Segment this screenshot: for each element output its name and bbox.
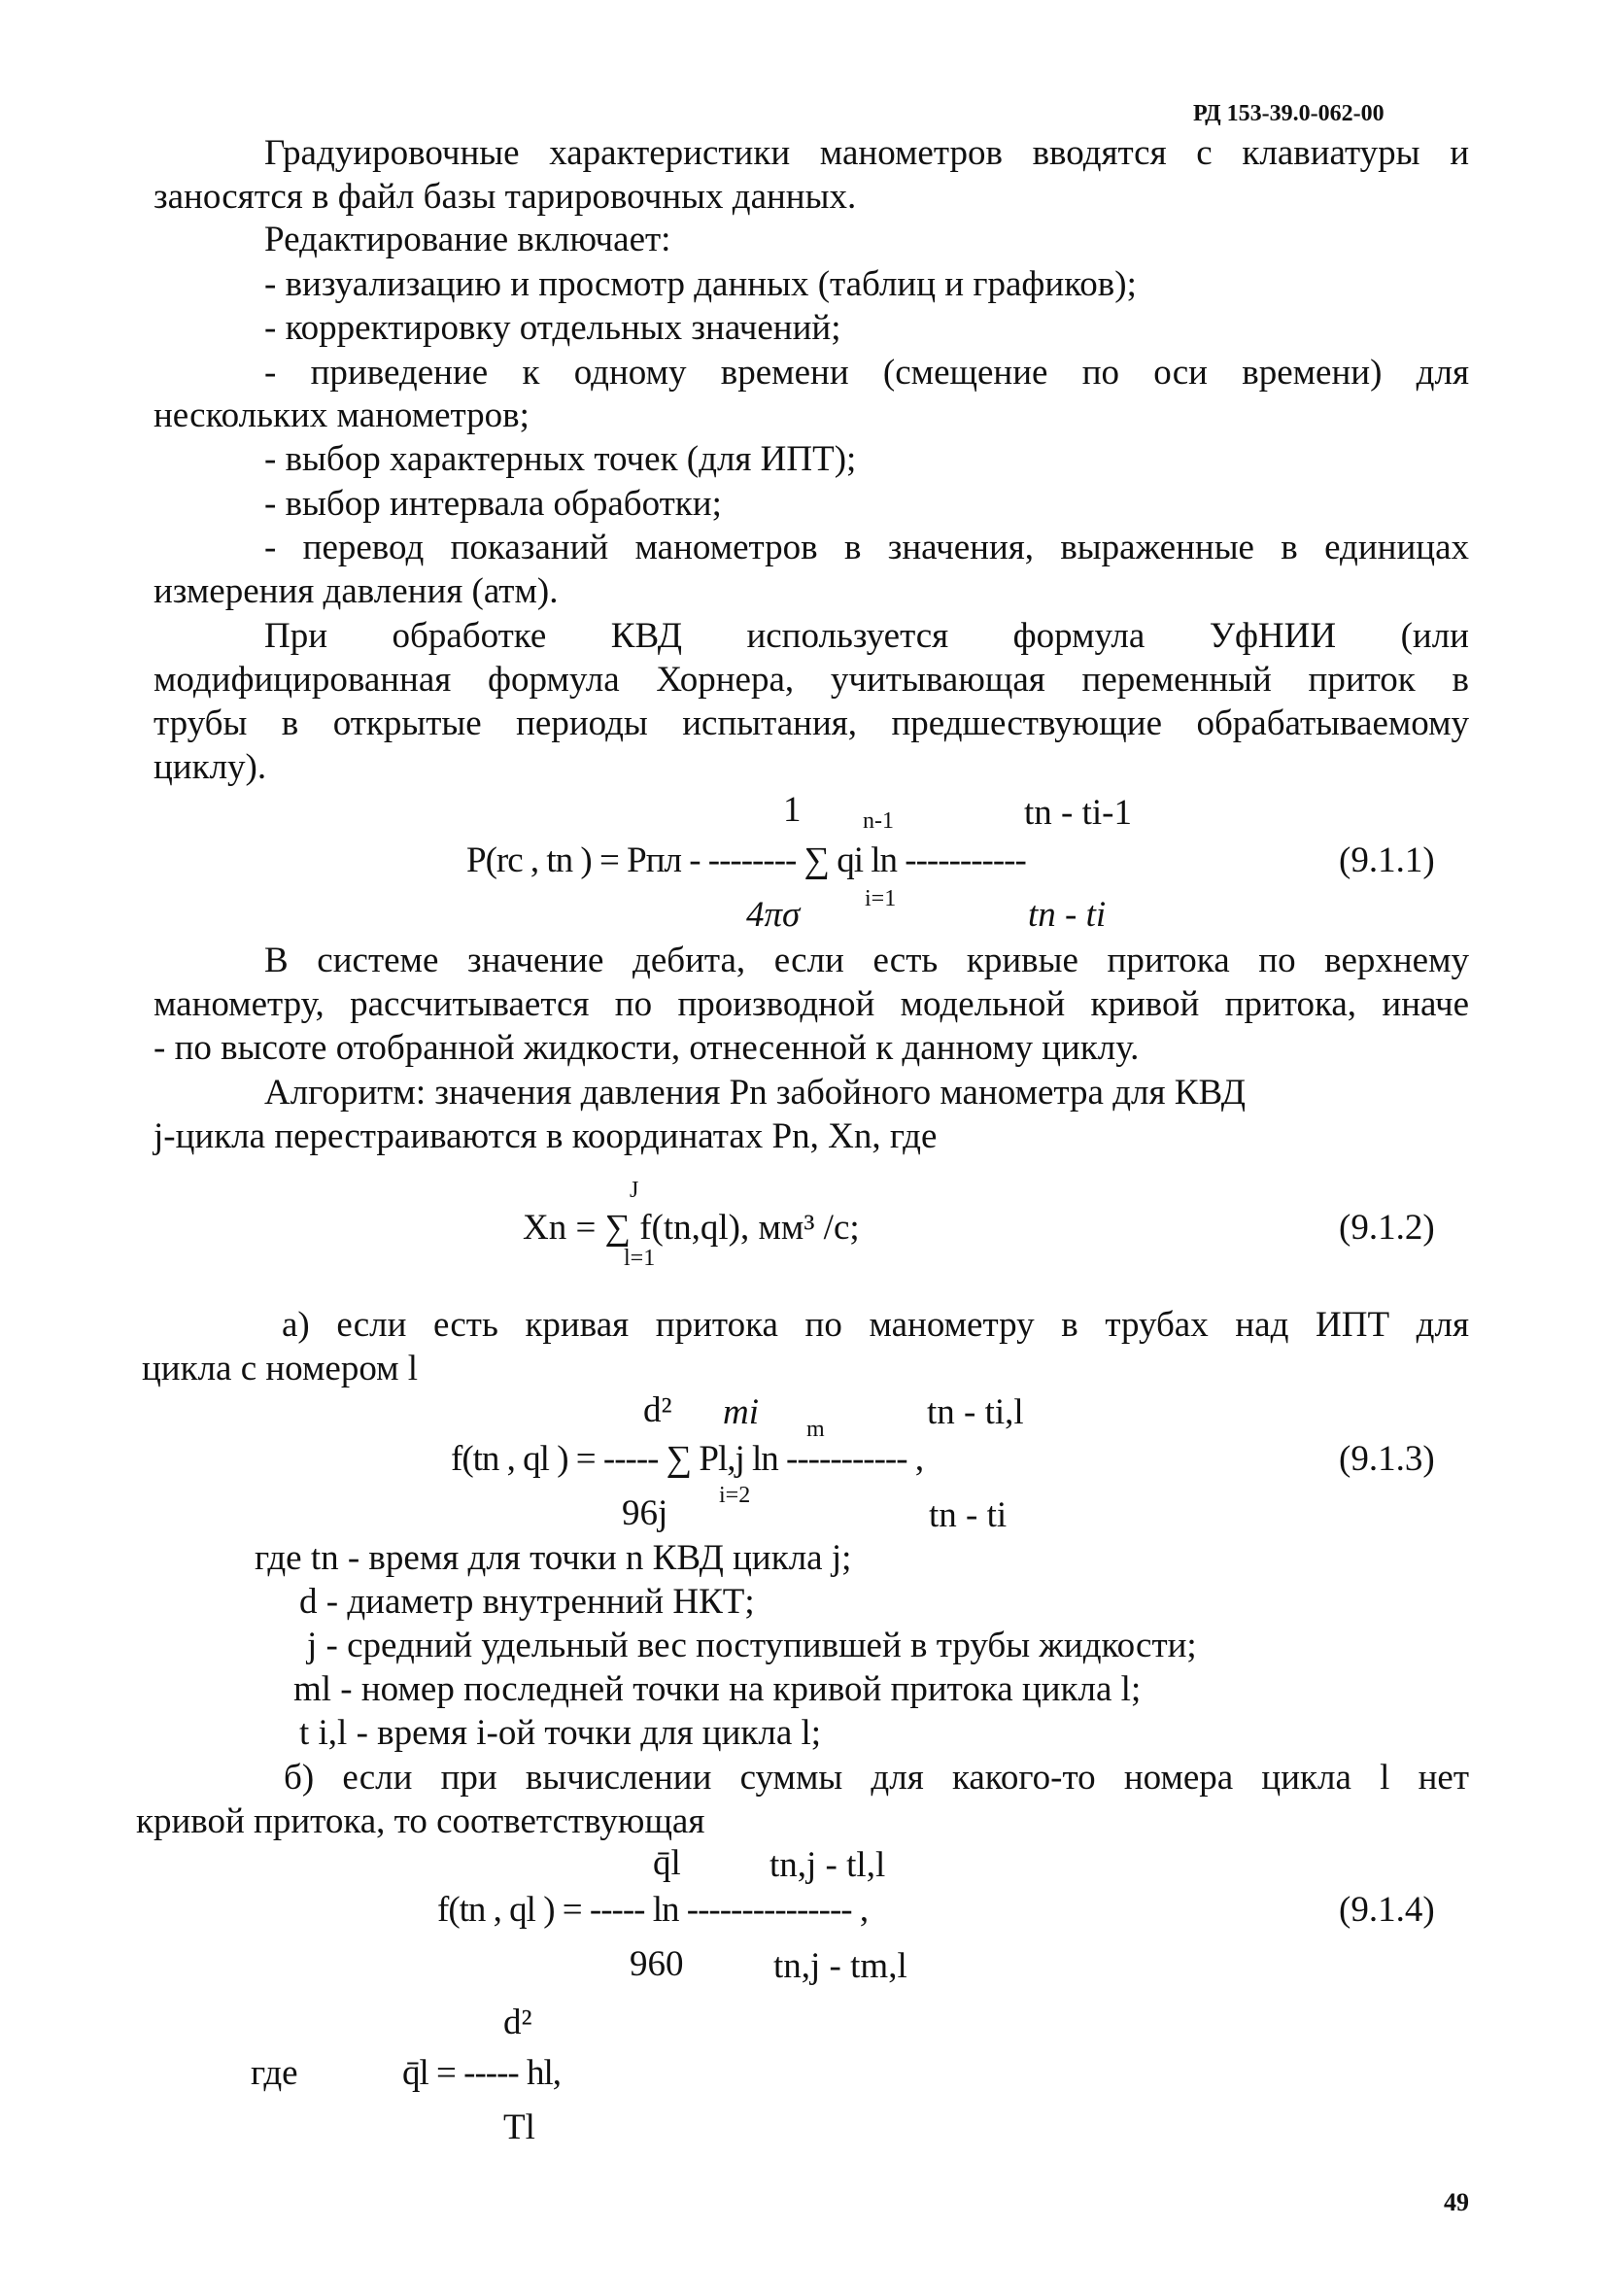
paragraph-line: трубы в открытые периоды испытания, предшествующие обрабатываемому bbox=[154, 703, 1469, 743]
list-item: - перевод показаний манометров в значения, выраженные в единицах bbox=[264, 528, 1469, 567]
definition-line: t i,l - время i-ой точки для цикла l; bbox=[299, 1713, 822, 1753]
definition-line: где tn - время для точки n КВД цикла j; bbox=[255, 1538, 852, 1578]
list-item-continuation: нескольких манометров; bbox=[154, 395, 530, 435]
list-item: - выбор характерных точек (для ИПТ); bbox=[264, 439, 857, 479]
eq-numerator: d² bbox=[503, 2003, 532, 2042]
page-number: 49 bbox=[1444, 2188, 1469, 2216]
eq-denominator: tn - ti bbox=[929, 1495, 1008, 1535]
eq-sum-upper: J bbox=[630, 1178, 639, 1203]
eq-numerator: tn - ti-1 bbox=[1024, 793, 1132, 833]
eq-number: (9.1.1) bbox=[1339, 840, 1435, 880]
eq-denominator: Tl bbox=[503, 2108, 535, 2147]
eq-denominator: 96j bbox=[622, 1493, 668, 1533]
paragraph-line: цикла с номером l bbox=[142, 1349, 419, 1388]
paragraph-line: б) если при вычислении суммы для какого-то номера цикла l нет bbox=[284, 1758, 1469, 1798]
eq-number: (9.1.4) bbox=[1339, 1890, 1435, 1930]
eq-numerator: d² bbox=[643, 1390, 672, 1430]
eq-denominator: 960 bbox=[630, 1944, 684, 1984]
eq-denominator: tn - ti bbox=[1028, 895, 1107, 935]
paragraph-line: - по высоте отобранной жидкости, отнесенной к данному циклу. bbox=[154, 1028, 1140, 1068]
paragraph-line: Градуировочные характеристики манометров вводятся с клавиатуры и bbox=[264, 133, 1469, 173]
eq-main-line: f(tn , ql ) = ----- ∑ Pl,j ln ----------- , bbox=[451, 1439, 924, 1479]
paragraph-line: кривой притока, то соответствующая bbox=[136, 1801, 705, 1841]
eq-numerator: q̄l bbox=[653, 1843, 681, 1883]
eq-main-line: f(tn , ql ) = ----- ln --------------- , bbox=[437, 1890, 869, 1930]
eq-sum-lower: i=2 bbox=[719, 1483, 751, 1508]
eq-denominator: tn,j - tm,l bbox=[773, 1946, 907, 1986]
document-code: РД 153-39.0-062-00 bbox=[1193, 101, 1385, 126]
eq-sum-lower: l=1 bbox=[624, 1246, 656, 1271]
eq-number: (9.1.3) bbox=[1339, 1439, 1435, 1479]
list-intro: Редактирование включает: bbox=[264, 220, 671, 259]
definition-line: j - средний удельный вес поступившей в трубы жидкости; bbox=[307, 1626, 1197, 1665]
paragraph-line: Алгоритм: значения давления Pn забойного манометра для КВД bbox=[264, 1073, 1246, 1113]
paragraph-line: заносятся в файл базы тарировочных данных. bbox=[154, 177, 857, 217]
eq-superscript: m bbox=[806, 1417, 825, 1442]
list-item: - визуализацию и просмотр данных (таблиц и графиков); bbox=[264, 264, 1137, 304]
eq-main-line: Xn = ∑ f(tn,ql), мм³ /c; bbox=[523, 1208, 860, 1248]
list-item-continuation: измерения давления (атм). bbox=[154, 571, 559, 611]
eq-label-gde: где bbox=[251, 2053, 298, 2093]
paragraph-line: манометру, рассчитывается по производной модельной кривой притока, иначе bbox=[154, 984, 1469, 1024]
eq-denominator: 4πσ bbox=[746, 895, 801, 935]
list-item: - корректировку отдельных значений; bbox=[264, 308, 841, 348]
definition-line: ml - номер последней точки на кривой притока цикла l; bbox=[293, 1669, 1142, 1709]
eq-sum-lower: i=1 bbox=[865, 886, 897, 911]
list-item: - выбор интервала обработки; bbox=[264, 484, 722, 524]
definition-line: d - диаметр внутренний НКТ; bbox=[299, 1582, 755, 1622]
eq-numerator: tn,j - tl,l bbox=[769, 1845, 886, 1885]
eq-main-line: q̄l = ----- hl, bbox=[402, 2053, 562, 2093]
paragraph-line: а) если есть кривая притока по манометру в трубах над ИПТ для bbox=[282, 1305, 1469, 1345]
paragraph-line: В системе значение дебита, если есть кривые притока по верхнему bbox=[264, 941, 1469, 980]
eq-number: (9.1.2) bbox=[1339, 1208, 1435, 1248]
eq-sum-upper: n-1 bbox=[863, 808, 894, 834]
eq-main-line: P(rc , tn ) = Pпл - -------- ∑ qi ln ----------- bbox=[466, 840, 1026, 880]
list-item: - приведение к одному времени (смещение по оси времени) для bbox=[264, 353, 1469, 393]
eq-sum-upper: mi bbox=[723, 1392, 759, 1432]
eq-numerator: tn - ti,l bbox=[927, 1392, 1024, 1432]
paragraph-line: j-цикла перестраиваются в координатах Pn, Xn, где bbox=[154, 1116, 938, 1156]
paragraph-line: циклу). bbox=[154, 747, 267, 787]
paragraph-line: модифицированная формула Хорнера, учитывающая переменный приток в bbox=[154, 660, 1469, 700]
paragraph-line: При обработке КВД используется формула УфНИИ (или bbox=[264, 616, 1469, 656]
eq-numerator: 1 bbox=[783, 790, 802, 830]
